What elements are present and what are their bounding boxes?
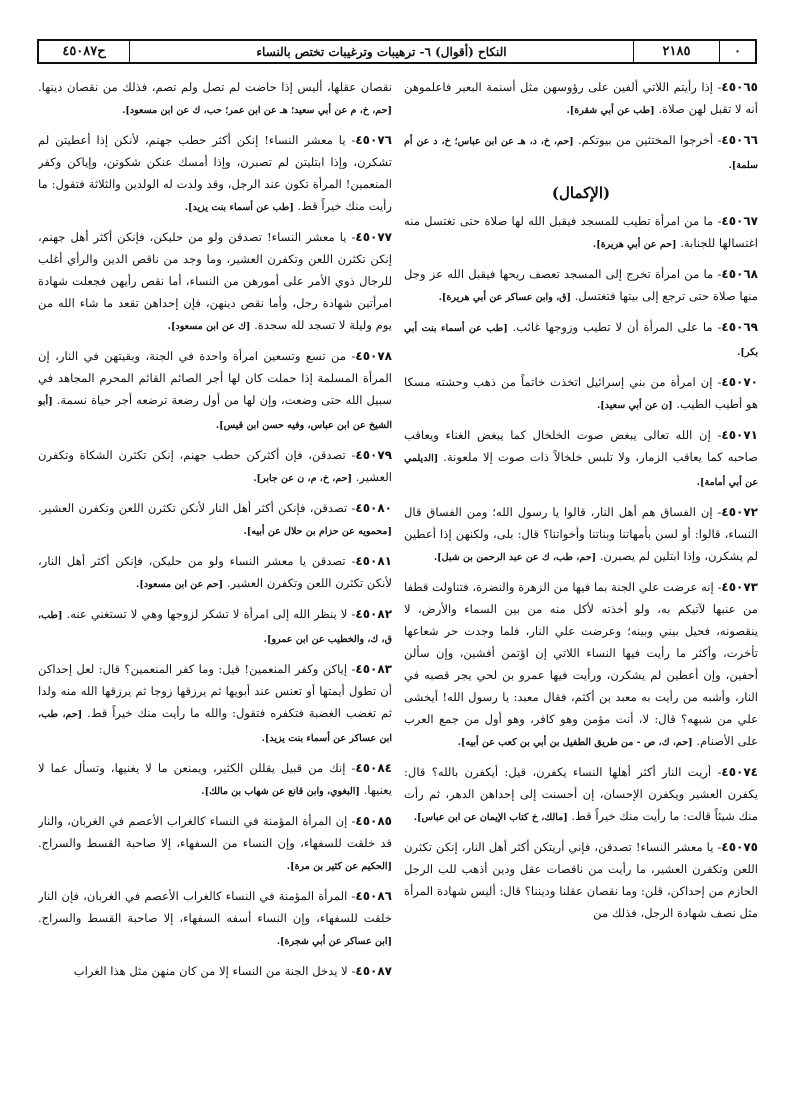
hadith-entry: ٤٥٠٧٤- أريت النار أكثر أهلها النساء يكفرن، قيل: أيكفرن بالله؟ قال: يكفرن العشير ويكفرن الإحسان، إن أحسنت إلى إحداهن الدهر، ثم رأت منك شيئاً قالت: ما رأيت منك خيراً قط. [مالك، خ كتاب الإيمان عن ابن عباس].: [404, 765, 758, 823]
hadith-source: [مالك، خ كتاب الإيمان عن ابن عباس].: [413, 812, 568, 823]
hadith-entry: ٤٥٠٧٦- يا معشر النساء! إنكن أكثر حطب جهنم، لأنكن إذا أعطيتن لم تشكرن، وإذا ابتليتن لم تصبرن، وإذا أمسك عنكن شكوتن، وإياكن وكفر المنعمين! المرأة تكون عند الرجل، وقد ولدت له الولدين والثلاثة فتقول: ما رأيت منك خيراً قط. [طب عن أسماء بنت يزيد].: [38, 133, 392, 213]
hadith-source: [ك عن ابن مسعود].: [167, 321, 251, 332]
hadith-text: لا ينظر الله إلى امرأة لا تشكر لزوجها وهي لا تستغني عنه.: [66, 607, 348, 621]
header-zero: ٠: [719, 41, 755, 62]
hadith-entry: ٤٥٠٦٩- ما على المرأة أن لا تطيب وزوجها غائب. [طب عن أسماء بنت أبي بكر].: [404, 320, 758, 358]
hadith-entry: ٤٥٠٨٦- المرأة المؤمنة في النساء كالغراب الأعصم في الغربان، فإن النار خلقت للسفهاء، وإن النساء أسفه السفهاء، إلا صاحبة القسط والسراج. [ابن عساكر عن أبي شجرة].: [38, 889, 392, 947]
hadith-source: [ق، وابن عساكر عن أبي هريرة].: [438, 292, 572, 303]
hadith-text: إن امرأة من بني إسرائيل اتخذت خاتماً من ذهب وحشته مسكا هو أطيب الطيب.: [404, 375, 758, 411]
hadith-number: ٤٥٠٦٩: [721, 320, 758, 334]
hadith-entry: ٤٥٠٨٢- لا ينظر الله إلى امرأة لا تشكر لزوجها وهي لا تستغني عنه. [طب، ق، ك، والخطيب عن ابن عمرو].: [38, 607, 392, 645]
hadith-text: إنك من قبيل يقللن الكثير، ويمنعن ما لا يغنيها، وتسأل عما لا يعنيها.: [38, 761, 392, 797]
hadith-source: [الديلمي عن أبي أمامة].: [404, 453, 758, 488]
hadith-number: ٤٥٠٨١: [355, 554, 392, 568]
hadith-entry: ٤٥٠٨٠- تصدقن، فإنكن أكثر أهل النار لأنكن تكثرن اللعن وتكفرن العشير. [محمويه عن حزام بن حلال عن أبيه].: [38, 501, 392, 537]
hadith-text: ما من امرأة تطيب للمسجد فيقبل الله لها صلاة حتى تغتسل منه اغتسالها للجنابة.: [404, 214, 758, 250]
hadith-number: ٤٥٠٧٤: [721, 765, 758, 779]
hadith-number: ٤٥٠٨٥: [355, 814, 392, 828]
right-top-entries: [404, 76, 758, 177]
hadith-text: ما من امرأة تخرج إلى المسجد تعصف ريحها فيقبل الله عز وجل منها صلاة حتى ترجع إلى بيتها فتغتسل.: [404, 267, 758, 303]
hadith-source: [حم، طب، ابن عساكر عن أسماء بنت يزيد].: [38, 709, 392, 744]
hadith-source: [حم، طب، ك عن عبد الرحمن بن شبل].: [433, 552, 597, 563]
hadith-number: ٤٥٠٧٢: [721, 505, 758, 519]
hadith-source: [حم عن ابن مسعود].: [136, 579, 224, 590]
hadith-number: ٤٥٠٧٧: [355, 230, 392, 244]
hadith-number: ٤٥٠٦٨: [721, 267, 758, 281]
hadith-number: ٤٥٠٧١: [721, 428, 758, 442]
hadith-source: [محمويه عن حزام بن حلال عن أبيه].: [243, 526, 392, 537]
hadith-text: أريت النار أكثر أهلها النساء يكفرن، قيل: أيكفرن بالله؟ قال: يكفرن العشير ويكفرن الإحسان، إن أحسنت إلى إحداهن الدهر، ثم رأت منك شيئاً قالت: ما رأيت منك خيراً قط.: [404, 765, 758, 823]
hadith-entry: [38, 76, 392, 122]
hadith-entry: ٤٥٠٧٨- من تسع وتسعين امرأة واحدة في الجنة، وبقيتهن في النار، إن المرأة المسلمة إذا حملت كان لها أجر الصائم القائم المحرم المجاهد في سبيل الله حتى وضعت، وإن لها من أول رضعة ترضعه أجر حياة نسمة. [أبو الشيخ عن ابن عباس، وفيه حسن ابن قيس].: [38, 349, 392, 431]
hadith-number: ٤٥٠٨٠: [355, 501, 392, 515]
hadith-number: ٤٥٠٧٩: [355, 448, 392, 462]
hadith-number: ٤٥٠٧٣: [721, 580, 758, 594]
hadith-number: ٤٥٠٧٠: [721, 375, 758, 389]
hadith-text: تصدقن، فإنكن أكثر أهل النار لأنكن تكثرن اللعن وتكفرن العشير.: [38, 501, 348, 515]
hadith-number: ٤٥٠٦٦: [721, 133, 758, 147]
hadith-entry: ٤٥٠٨١- تصدقن يا معشر النساء ولو من حليكن، فإنكن أكثر أهل النار، لأنكن تكثرن اللعن وتكفرن العشير. [حم عن ابن مسعود].: [38, 554, 392, 590]
hadith-entry: ٤٥٠٧٧- يا معشر النساء! تصدقن ولو من حليكن، فإنكن أكثر أهل جهنم، إنكن تكثرن اللعن وتكفرن العشير، وما وجد من ناقص الدين والرأي أغلب للرجال ذوي الأمر على أمورهن من النساء، أما نقص رأيهن فجعلت شهادة امرأتين شهادة رجل، وأما نقص دينهن، فإن إحداهن تقعد ما شاء الله من يوم وليلة لا تسجد لله سجدة. [ك عن ابن مسعود].: [38, 230, 392, 332]
chapter-title: النكاح (أقوال) ٦- ترهيبات وترغيبات تختص بالنساء: [129, 41, 633, 62]
hadith-text: يا معشر النساء! إنكن أكثر حطب جهنم، لأنكن إذا أعطيتن لم تشكرن، وإذا ابتليتن لم تصبرن، وإذا أمسك عنكن شكوتن، وإياكن وكفر المنعمين! المرأة تكون عند الرجل، وقد ولدت له الولدين والثلاثة فتقول: ما رأيت منك خيراً قط.: [38, 133, 392, 213]
page-number: ٢١٨٥: [633, 41, 719, 62]
hadith-text: ما على المرأة أن لا تطيب وزوجها غائب.: [512, 320, 713, 334]
hadith-source: [حم، خ، م عن أبي سعيد؛ هـ عن ابن عمر؛ حب، ك عن ابن مسعود].: [122, 105, 392, 116]
hadith-source: [الحكيم عن كثير بن مرة].: [286, 861, 392, 872]
hadith-source: [طب عن أسماء بنت أبي بكر].: [404, 323, 758, 358]
hadith-text: لا يدخل الجنة من النساء إلا من كان منهن مثل هذا الغراب: [73, 964, 348, 978]
hadith-source: [طب، ق، ك، والخطيب عن ابن عمرو].: [38, 610, 392, 645]
hadith-number: ٤٥٠٦٧: [721, 214, 758, 228]
hadith-number: ٤٥٠٧٥: [721, 840, 758, 854]
hadith-number: ٤٥٠٧٨: [355, 349, 392, 363]
hadith-source: [حم، خ، م، ن عن جابر].: [253, 473, 353, 484]
left-entries: [38, 76, 392, 982]
hadith-number: ٤٥٠٦٥: [721, 80, 758, 94]
hadith-number: ٤٥٠٨٤: [355, 761, 392, 775]
hadith-source: [حم عن أبي هريرة].: [592, 239, 677, 250]
hadith-text: نقصان عقلها، أليس إذا حاضت لم تصل ولم تصم، فذلك من نقصان دينها.: [38, 80, 392, 94]
hadith-text: إن الفساق هم أهل النار، قالوا يا رسول الله؛ ومن الفساق قال النساء، قالوا: أو لسن بأمهاتنا وبناتنا وأخواتنا؟ قال: بلى، ولكنهن إذا أعطين لم يشكرن، وإذا ابتلين لم يصبرن.: [404, 505, 758, 563]
hadith-range: ح٤٥٠٨٧: [62, 44, 106, 59]
hadith-number: ٤٥٠٨٧: [355, 964, 392, 978]
hadith-text: المرأة المؤمنة في النساء كالغراب الأعصم في الغربان، فإن النار خلقت للسفهاء، وإن النساء أسفه السفهاء، إلا صاحبة القسط والسراج.: [38, 889, 392, 925]
hadith-entry: ٤٥٠٨٥- إن المرأة المؤمنة في النساء كالغراب الأعصم في الغربان، والنار قد خلقت للسفهاء، وإن النساء من السفهاء، إلا صاحبة القسط والسراج. [الحكيم عن كثير بن مرة].: [38, 814, 392, 872]
right-bottom-entries: [404, 210, 758, 924]
hadith-source: [طب عن أبي شقرة].: [566, 105, 655, 116]
hadith-text: يا معشر النساء! تصدقن، فإني أريتكن أكثر أهل النار، إنكن تكثرن اللعن وتكفرن العشير، ما رأيت من ناقصات عقل ودين أذهب للب الرجل الحازم من إحداكن، قلن: وما نقصان عقلنا وديننا؟ قال: أليس شهادة المرأة مثل نصف شهادة الرجل، فذلك من: [404, 840, 758, 920]
hadith-text: إياكن وكفر المنعمين! قيل: وما كفر المنعمين؟ قال: لعل إحداكن أن تطول أيمتها أو تعنس عند أبويها ثم يرزقها زوجا ثم يرزقها الله منه ولدا ثم تغضب الغضبة فتكفره فتقول: والله ما رأيت منك خيراً قط.: [38, 662, 392, 720]
hadith-entry: ٤٥٠٦٧- ما من امرأة تطيب للمسجد فيقبل الله لها صلاة حتى تغتسل منه اغتسالها للجنابة. [حم عن أبي هريرة].: [404, 214, 758, 250]
hadith-entry: ٤٥٠٨٤- إنك من قبيل يقللن الكثير، ويمنعن ما لا يغنيها، وتسأل عما لا يعنيها. [البغوي، وابن قانع عن شهاب بن مالك].: [38, 761, 392, 797]
hadith-text: يا معشر النساء! تصدقن ولو من حليكن، فإنكن أكثر أهل جهنم، إنكن تكثرن اللعن وتكفرن العشير، وما وجد من ناقص الدين والرأي أغلب للرجال ذوي الأمر على أمورهن من النساء، أما نقص رأيهن فجعلت شهادة امرأتين شهادة رجل، وأما نقص دينهن، فإن إحداهن تقعد ما شاء الله من يوم وليلة لا تسجد لله سجدة.: [38, 230, 392, 332]
hadith-entry: ٤٥٠٦٥- إذا رأيتم اللاتي ألفين على رؤوسهن مثل أسنمة البعير فاعلموهن أنه لا تقبل لهن صلاة. [طب عن أبي شقرة].: [404, 80, 758, 116]
hadith-entry: ٤٥٠٦٨- ما من امرأة تخرج إلى المسجد تعصف ريحها فيقبل الله عز وجل منها صلاة حتى ترجع إلى بيتها فتغتسل. [ق، وابن عساكر عن أبي هريرة].: [404, 267, 758, 303]
hadith-entry: ٤٥٠٨٣- إياكن وكفر المنعمين! قيل: وما كفر المنعمين؟ قال: لعل إحداكن أن تطول أيمتها أو تعنس عند أبويها ثم يرزقها زوجا ثم يرزقها الله منه ولدا ثم تغضب الغضبة فتكفره فتقول: والله ما رأيت منك خيراً قط. [حم، طب، ابن عساكر عن أسماء بنت يزيد].: [38, 662, 392, 744]
hadith-source: [البغوي، وابن قانع عن شهاب بن مالك].: [201, 786, 360, 797]
hadith-entry: ٤٥٠٦٦- أخرجوا المختثين من بيوتكم. [حم، خ، د، هـ عن ابن عباس؛ خ، د عن أم سلمة].: [404, 133, 758, 171]
hadith-entry: ٤٥٠٨٧- لا يدخل الجنة من النساء إلا من كان منهن مثل هذا الغراب: [73, 964, 392, 978]
hadith-source: [طب عن أسماء بنت يزيد].: [184, 202, 294, 213]
left-column: [38, 76, 392, 1101]
hadith-text: إن المرأة المؤمنة في النساء كالغراب الأعصم في الغربان، والنار قد خلقت للسفهاء، وإن النساء من السفهاء، إلا صاحبة القسط والسراج.: [38, 814, 392, 850]
hadith-number: ٤٥٠٧٦: [355, 133, 392, 147]
hadith-text: تصدقن، فإن أكثركن حطب جهنم، إنكن تكثرن الشكاة وتكفرن العشير.: [38, 448, 392, 484]
hadith-entry: ٤٥٠٧١- إن الله تعالى يبغض صوت الخلخال كما يبغض الغناء ويعاقب صاحبه كما يعاقب الزمار، ولا تلبس خلخالاً ذات صوت إلا ملعونة. [الديلمي عن أبي أمامة].: [404, 428, 758, 488]
hadith-text: إن الله تعالى يبغض صوت الخلخال كما يبغض الغناء ويعاقب صاحبه كما يعاقب الزمار، ولا تلبس خلخالاً ذات صوت إلا ملعونة.: [404, 428, 758, 464]
hadith-text: أخرجوا المختثين من بيوتكم.: [578, 133, 714, 147]
hadith-source: [حم، خ، د، هـ عن ابن عباس؛ خ، د عن أم سلمة].: [404, 136, 758, 171]
page-header: [37, 39, 757, 64]
right-column: [404, 76, 758, 1101]
hadith-text: إنه عرضت علي الجنة بما فيها من الزهرة والنضرة، فتناولت قطفا من عنبها لآتيكم به، ولو أخذته لأكل منه من بين السماء والأرض، لا ينقصونه، فحيل بيني وبينه؛ وعرضت علي النار، فلما وجدت حر شعاعها تأخرت، وأكثر ما رأيت فيها النساء اللاتي إن اؤتمن أفشين، وإن سألن أحفين، وإن أعطين لم يشكرن، ورأيت فيها عمرو بن لحي يجر قصبه في النار، وأشبه من رأيت به معبد بن أكثم، فقال معبد: يا رسول الله! أيخشى علي من شبهه؟ قال: لا، أنت مؤمن وهو كافر، وهو أول من جمع العرب على الأصنام.: [404, 580, 758, 748]
hadith-entry: ٤٥٠٧٩- تصدقن، فإن أكثركن حطب جهنم، إنكن تكثرن الشكاة وتكفرن العشير. [حم، خ، م، ن عن جابر].: [38, 448, 392, 484]
hadith-text: من تسع وتسعين امرأة واحدة في الجنة، وبقيتهن في النار، إن المرأة المسلمة إذا حملت كان لها أجر الصائم القائم المحرم المجاهد في سبيل الله حتى وضعت، وإن لها من أول رضعة ترضعه أجر حياة نسمة.: [38, 349, 392, 407]
section-title: (الإكمال): [551, 184, 611, 202]
hadith-source: [ن عن أبي سعيد].: [596, 400, 673, 411]
hadith-entry: ٤٥٠٧٢- إن الفساق هم أهل النار، قالوا يا رسول الله؛ ومن الفساق قال النساء، قالوا: أو لسن بأمهاتنا وبناتنا وأخواتنا؟ قال: بلى، ولكنهن إذا أعطين لم يشكرن، وإذا ابتلين لم يصبرن. [حم، طب، ك عن عبد الرحمن بن شبل].: [404, 505, 758, 563]
hadith-number: ٤٥٠٨٢: [355, 607, 392, 621]
hadith-source: [ابن عساكر عن أبي شجرة].: [276, 936, 392, 947]
hadith-source: [أبو الشيخ عن ابن عباس، وفيه حسن ابن قيس].: [38, 396, 392, 431]
hadith-entry: ٤٥٠٧٣- إنه عرضت علي الجنة بما فيها من الزهرة والنضرة، فتناولت قطفا من عنبها لآتيكم به، ولو أخذته لأكل منه من بين السماء والأرض، لا ينقصونه، فحيل بيني وبينه؛ وعرضت علي النار، فلما وجدت حر شعاعها تأخرت، وأكثر ما رأيت فيها النساء اللاتي إن اؤتمن أفشين، وإن سألن أحفين، وإن أعطين لم يشكرن، ورأيت فيها عمرو بن لحي يجر قصبه في النار، وأشبه من رأيت به معبد بن أكثم، فقال معبد: يا رسول الله! أيخشى علي من شبهه؟ قال: لا، أنت مؤمن وهو كافر، وهو أول من جمع العرب على الأصنام. [حم، ك، ص - من طريق الطفيل بن أبي بن كعب عن أبيه].: [404, 580, 758, 748]
hadith-entry: ٤٥٠٧٥- يا معشر النساء! تصدقن، فإني أريتكن أكثر أهل النار، إنكن تكثرن اللعن وتكفرن العشير، ما رأيت من ناقصات عقل ودين أذهب للب الرجل الحازم من إحداكن، قلن: وما نقصان عقلنا وديننا؟ قال: أليس شهادة المرأة مثل نصف شهادة الرجل، فذلك من: [404, 840, 758, 920]
hadith-number: ٤٥٠٨٣: [355, 662, 392, 676]
hadith-text: إذا رأيتم اللاتي ألفين على رؤوسهن مثل أسنمة البعير فاعلموهن أنه لا تقبل لهن صلاة.: [404, 80, 758, 116]
hadith-number: ٤٥٠٨٦: [355, 889, 392, 903]
text-columns: [38, 76, 758, 1101]
hadith-entry: ٤٥٠٧٠- إن امرأة من بني إسرائيل اتخذت خاتماً من ذهب وحشته مسكا هو أطيب الطيب. [ن عن أبي سعيد].: [404, 375, 758, 411]
hadith-source: [حم، ك، ص - من طريق الطفيل بن أبي بن كعب عن أبيه].: [457, 737, 693, 748]
hadith-text: تصدقن يا معشر النساء ولو من حليكن، فإنكن أكثر أهل النار، لأنكن تكثرن اللعن وتكفرن العشير.: [38, 554, 392, 590]
